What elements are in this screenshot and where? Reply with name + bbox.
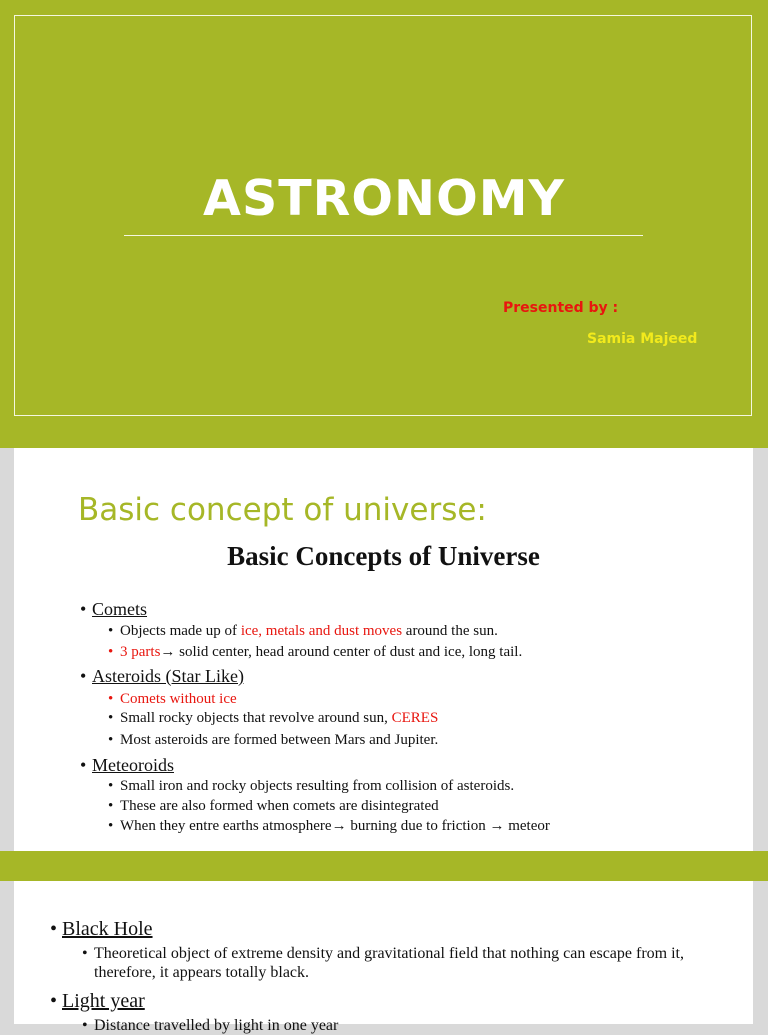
list-subitem	[108, 644, 522, 661]
topic-label: Asteroids (Star Like)	[92, 666, 244, 686]
author-name: Samia Majeed	[587, 331, 698, 347]
bullet-icon: •	[80, 666, 87, 686]
list-item	[80, 755, 174, 776]
subitem-text: Theoretical object of extreme density and gravitational field that nothing can escape from it,	[94, 945, 684, 962]
bullet-icon: •	[108, 710, 114, 726]
black-hole-slide	[14, 881, 753, 1034]
bullet-icon: •	[80, 755, 87, 775]
topic-label: Light year	[62, 990, 145, 1012]
subitem-text: When they entre earths atmosphere→ burning due to friction → meteor	[120, 818, 550, 834]
bullet-icon: •	[108, 818, 114, 834]
subitem-text: Most asteroids are formed between Mars and Jupiter.	[120, 732, 439, 748]
slide-separator	[0, 432, 768, 448]
subitem-text: Objects made up of	[120, 623, 241, 639]
bullet-icon: •	[108, 798, 114, 814]
subitem-text: around the sun.	[402, 623, 498, 639]
presented-by-label: Presented by :	[503, 300, 619, 316]
list-subitem	[108, 623, 498, 640]
bullet-icon: •	[82, 1017, 88, 1034]
list-subitem	[108, 778, 514, 795]
list-subitem	[108, 710, 438, 727]
highlight-text: CERES	[391, 710, 439, 726]
list-item	[80, 666, 244, 687]
slide-heading: Basic concept of universe:	[78, 492, 487, 528]
subitem-text: Small rocky objects that revolve around sun,	[120, 710, 392, 726]
subitem-text: Distance travelled by light in one year	[94, 1017, 339, 1034]
concepts-slide	[14, 448, 753, 851]
bullet-icon: •	[108, 732, 114, 748]
topic-label: Meteoroids	[92, 755, 174, 775]
bullet-icon: •	[50, 918, 58, 940]
list-subitem	[82, 1017, 338, 1035]
slide-title: ASTRONOMY	[203, 170, 565, 227]
bullet-icon: •	[108, 691, 114, 707]
bullet-icon: •	[108, 644, 114, 660]
subitem-text: Small iron and rocky objects resulting from collision of asteroids.	[120, 778, 515, 794]
highlight-text: Comets without ice	[120, 691, 237, 707]
list-subitem	[82, 945, 684, 963]
bullet-icon: •	[50, 990, 58, 1012]
subitem-text: These are also formed when comets are disintegrated	[120, 798, 439, 814]
highlight-text: ice, metals and dust moves	[240, 623, 403, 639]
list-item	[50, 990, 145, 1013]
subitem-text: → solid center, head around center of dust and ice, long tail.	[160, 644, 523, 660]
bullet-icon: •	[108, 778, 114, 794]
bullet-icon: •	[108, 623, 114, 639]
topic-label: Comets	[92, 599, 148, 619]
list-subitem	[108, 691, 237, 708]
slide-subheading: Basic Concepts of Universe	[227, 541, 540, 571]
list-item	[80, 599, 147, 620]
bullet-icon: •	[80, 599, 87, 619]
concepts-list	[14, 448, 753, 851]
list-subitem	[108, 798, 439, 815]
list-subitem-continued	[94, 964, 309, 982]
title-underline	[124, 235, 643, 236]
slide-separator	[0, 851, 768, 881]
list-item	[50, 918, 153, 941]
title-slide	[0, 0, 768, 432]
highlight-text: 3 parts	[120, 644, 161, 660]
topic-label: Black Hole	[62, 918, 153, 940]
list-subitem	[108, 732, 438, 749]
bullet-icon: •	[82, 945, 88, 962]
list-subitem	[108, 818, 550, 835]
subitem-text: therefore, it appears totally black.	[94, 964, 310, 981]
black-hole-list	[14, 881, 753, 1034]
